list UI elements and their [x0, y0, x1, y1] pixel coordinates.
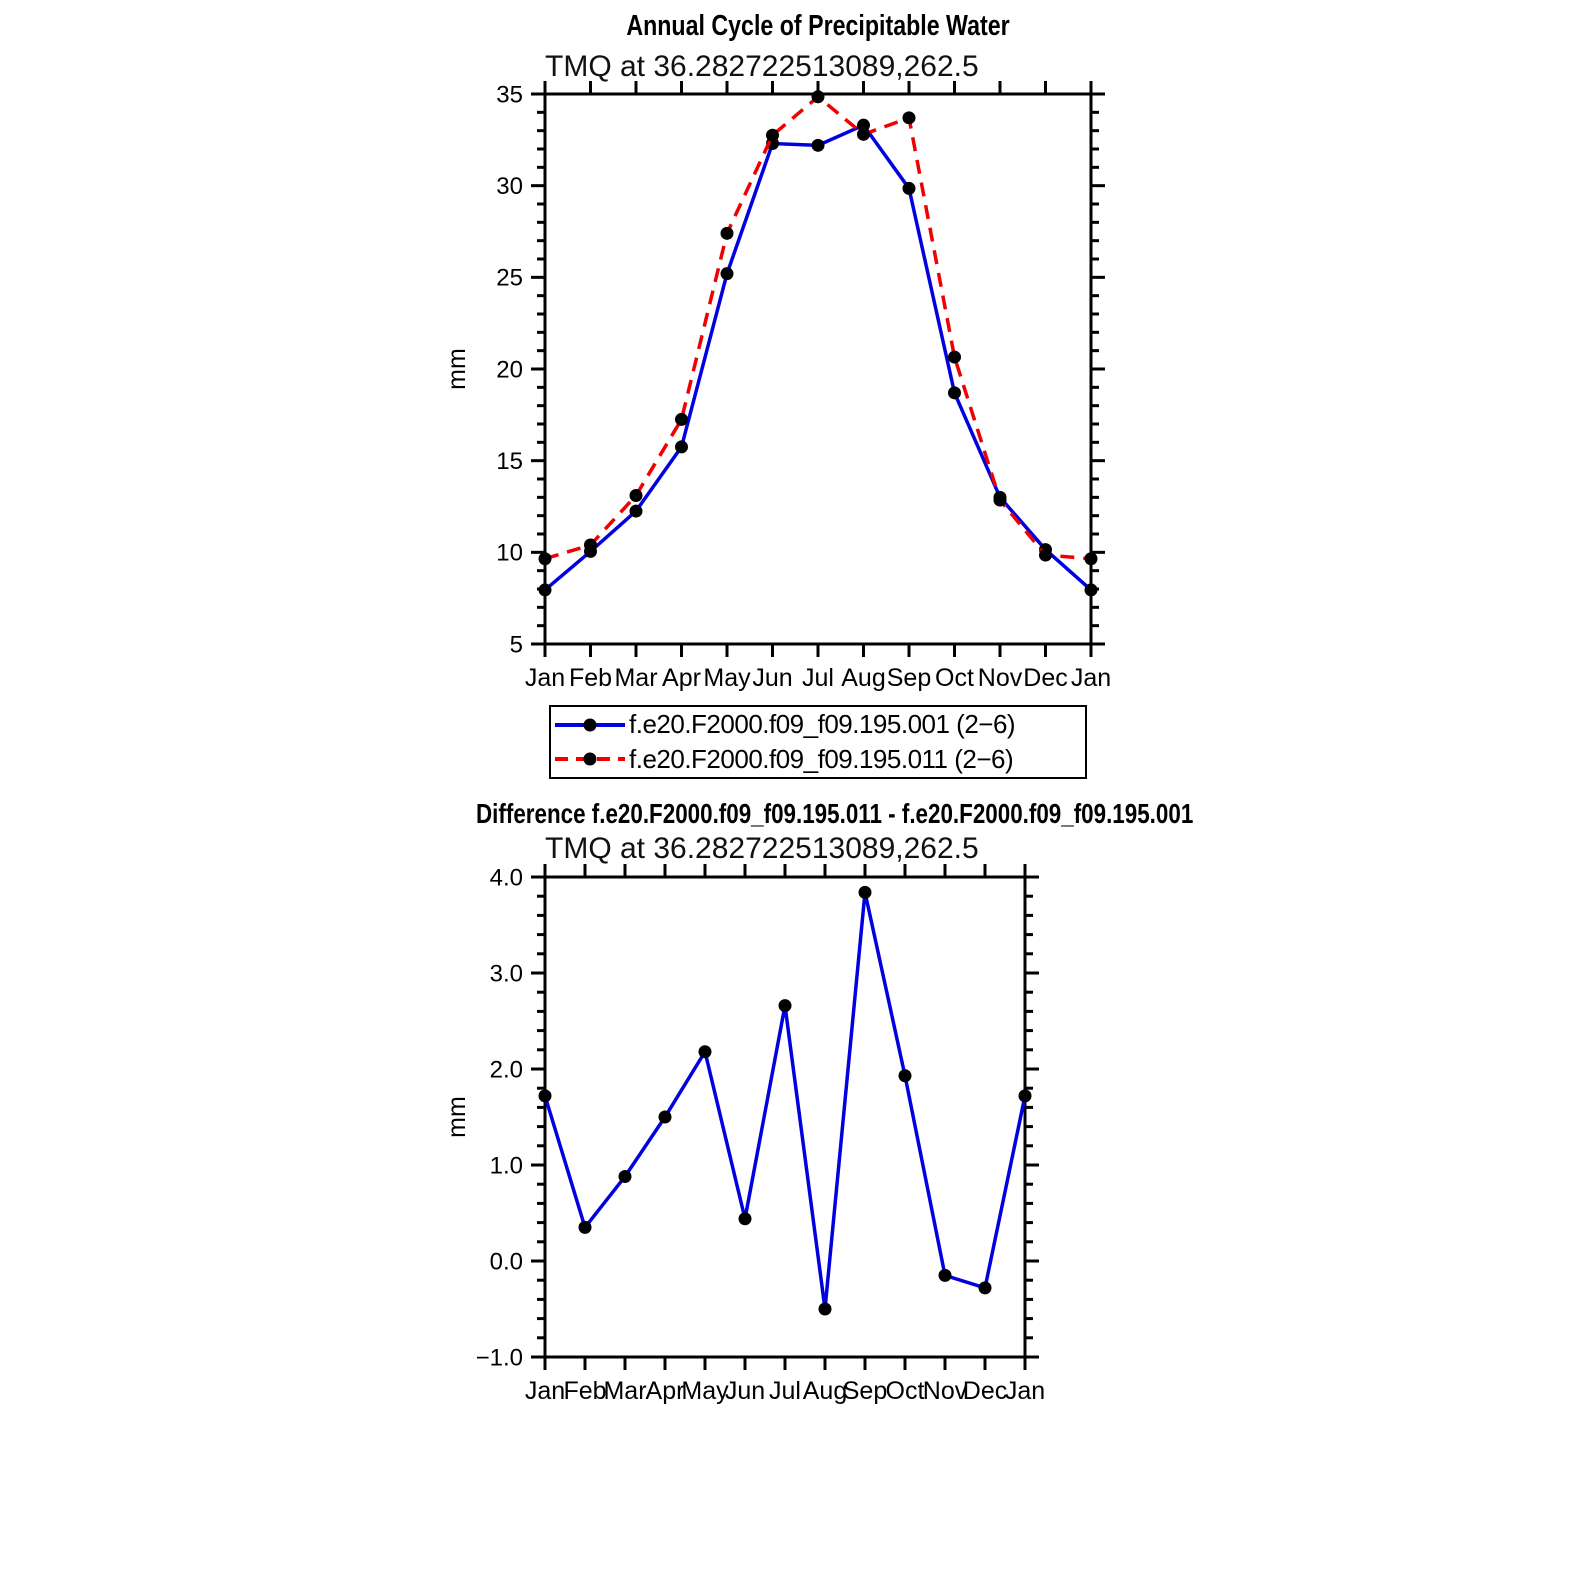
- legend-line-sample-solid: [551, 714, 629, 736]
- y-tick-label: −1.0: [475, 1344, 523, 1372]
- bottom-chart-title: Difference f.e20.F2000.f09_f09.195.011 - f.e20.F2000.f09_f09.195.001: [476, 798, 1194, 829]
- data-point: [721, 227, 734, 240]
- data-point: [630, 505, 643, 518]
- difference-chart: [443, 864, 1045, 1405]
- data-point: [539, 1089, 552, 1102]
- x-tick-label: Apr: [645, 1377, 685, 1405]
- legend-row-series2: [551, 742, 1085, 776]
- data-point: [675, 413, 688, 426]
- y-tick-label: 1.0: [489, 1152, 523, 1180]
- x-tick-label: Aug: [802, 1377, 848, 1405]
- series-line-0: [545, 125, 1091, 590]
- x-tick-label: Jun: [752, 664, 793, 692]
- y-axis-title: mm: [443, 1096, 471, 1138]
- data-point: [584, 539, 597, 552]
- y-axis-title: mm: [443, 348, 471, 390]
- x-tick-label: Jun: [724, 1377, 766, 1405]
- data-point: [619, 1170, 632, 1183]
- data-point: [948, 351, 961, 364]
- annual-cycle-chart: [443, 81, 1111, 692]
- data-point: [675, 440, 688, 453]
- series-line-1: [545, 97, 1091, 559]
- y-tick-label: 25: [496, 264, 523, 292]
- x-tick-label: Jul: [802, 664, 834, 692]
- data-point: [630, 489, 643, 502]
- bottom-chart-subtitle: TMQ at 36.282722513089,262.5: [545, 832, 979, 865]
- data-point: [994, 494, 1007, 507]
- x-tick-label: Nov: [922, 1377, 968, 1405]
- legend-label-series2: f.e20.F2000.f09_f09.195.011 (2−6): [629, 743, 1014, 774]
- x-tick-label: Jan: [524, 664, 566, 692]
- x-tick-label: Mar: [614, 664, 658, 692]
- y-tick-label: 5: [509, 631, 523, 659]
- y-tick-label: 0.0: [489, 1248, 523, 1276]
- x-tick-label: Jan: [524, 1377, 566, 1405]
- y-tick-label: 2.0: [489, 1056, 523, 1084]
- data-point: [857, 128, 870, 141]
- legend: [549, 705, 1087, 779]
- data-point: [812, 139, 825, 152]
- x-tick-label: Aug: [841, 664, 886, 692]
- data-point: [859, 886, 872, 899]
- x-tick-label: May: [681, 1377, 729, 1405]
- data-point: [1019, 1089, 1032, 1102]
- data-point: [939, 1269, 952, 1282]
- data-point: [766, 129, 779, 142]
- legend-row-series1: [551, 708, 1085, 742]
- data-point: [739, 1212, 752, 1225]
- data-point: [819, 1303, 832, 1316]
- y-tick-label: 3.0: [489, 960, 523, 988]
- data-point: [1039, 549, 1052, 562]
- data-point: [779, 999, 792, 1012]
- data-point: [1085, 583, 1098, 596]
- data-point: [539, 583, 552, 596]
- legend-sample-marker: [584, 753, 597, 766]
- x-tick-label: Sep: [886, 664, 932, 692]
- y-tick-label: 15: [496, 448, 523, 476]
- y-tick-label: 4.0: [489, 864, 523, 892]
- y-tick-label: 10: [496, 539, 523, 567]
- plot-frame: [545, 94, 1091, 644]
- data-point: [659, 1111, 672, 1124]
- x-tick-label: Jan: [1070, 664, 1112, 692]
- x-tick-label: Oct: [935, 664, 974, 692]
- series-line-0: [545, 892, 1025, 1309]
- x-tick-label: Mar: [603, 1377, 647, 1405]
- data-point: [699, 1045, 712, 1058]
- data-point: [1085, 552, 1098, 565]
- data-point: [948, 386, 961, 399]
- x-tick-label: May: [703, 664, 751, 692]
- top-chart-title: Annual Cycle of Precipitable Water: [626, 10, 1010, 42]
- data-point: [812, 90, 825, 103]
- x-tick-label: Jan: [1004, 1377, 1046, 1405]
- x-tick-label: Apr: [662, 664, 701, 692]
- x-tick-label: Dec: [1023, 664, 1068, 692]
- x-tick-label: Jul: [769, 1377, 801, 1405]
- legend-line-sample-dashed: [551, 748, 629, 770]
- x-tick-label: Dec: [962, 1377, 1008, 1405]
- y-tick-label: 30: [496, 173, 523, 201]
- legend-label-series1: f.e20.F2000.f09_f09.195.001 (2−6): [629, 709, 1016, 740]
- x-tick-label: Oct: [885, 1377, 925, 1405]
- legend-sample-marker: [584, 718, 597, 731]
- data-point: [979, 1281, 992, 1294]
- x-tick-label: Nov: [977, 664, 1023, 692]
- y-tick-label: 35: [496, 81, 523, 109]
- data-point: [903, 111, 916, 124]
- x-tick-label: Feb: [563, 1377, 607, 1405]
- top-chart-subtitle: TMQ at 36.282722513089,262.5: [545, 50, 979, 83]
- data-point: [721, 267, 734, 280]
- data-point: [579, 1221, 592, 1234]
- data-point: [903, 182, 916, 195]
- x-tick-label: Feb: [568, 664, 613, 692]
- plot-frame: [545, 877, 1025, 1357]
- data-point: [899, 1069, 912, 1082]
- data-point: [539, 552, 552, 565]
- x-tick-label: Sep: [842, 1377, 888, 1405]
- y-tick-label: 20: [496, 356, 523, 384]
